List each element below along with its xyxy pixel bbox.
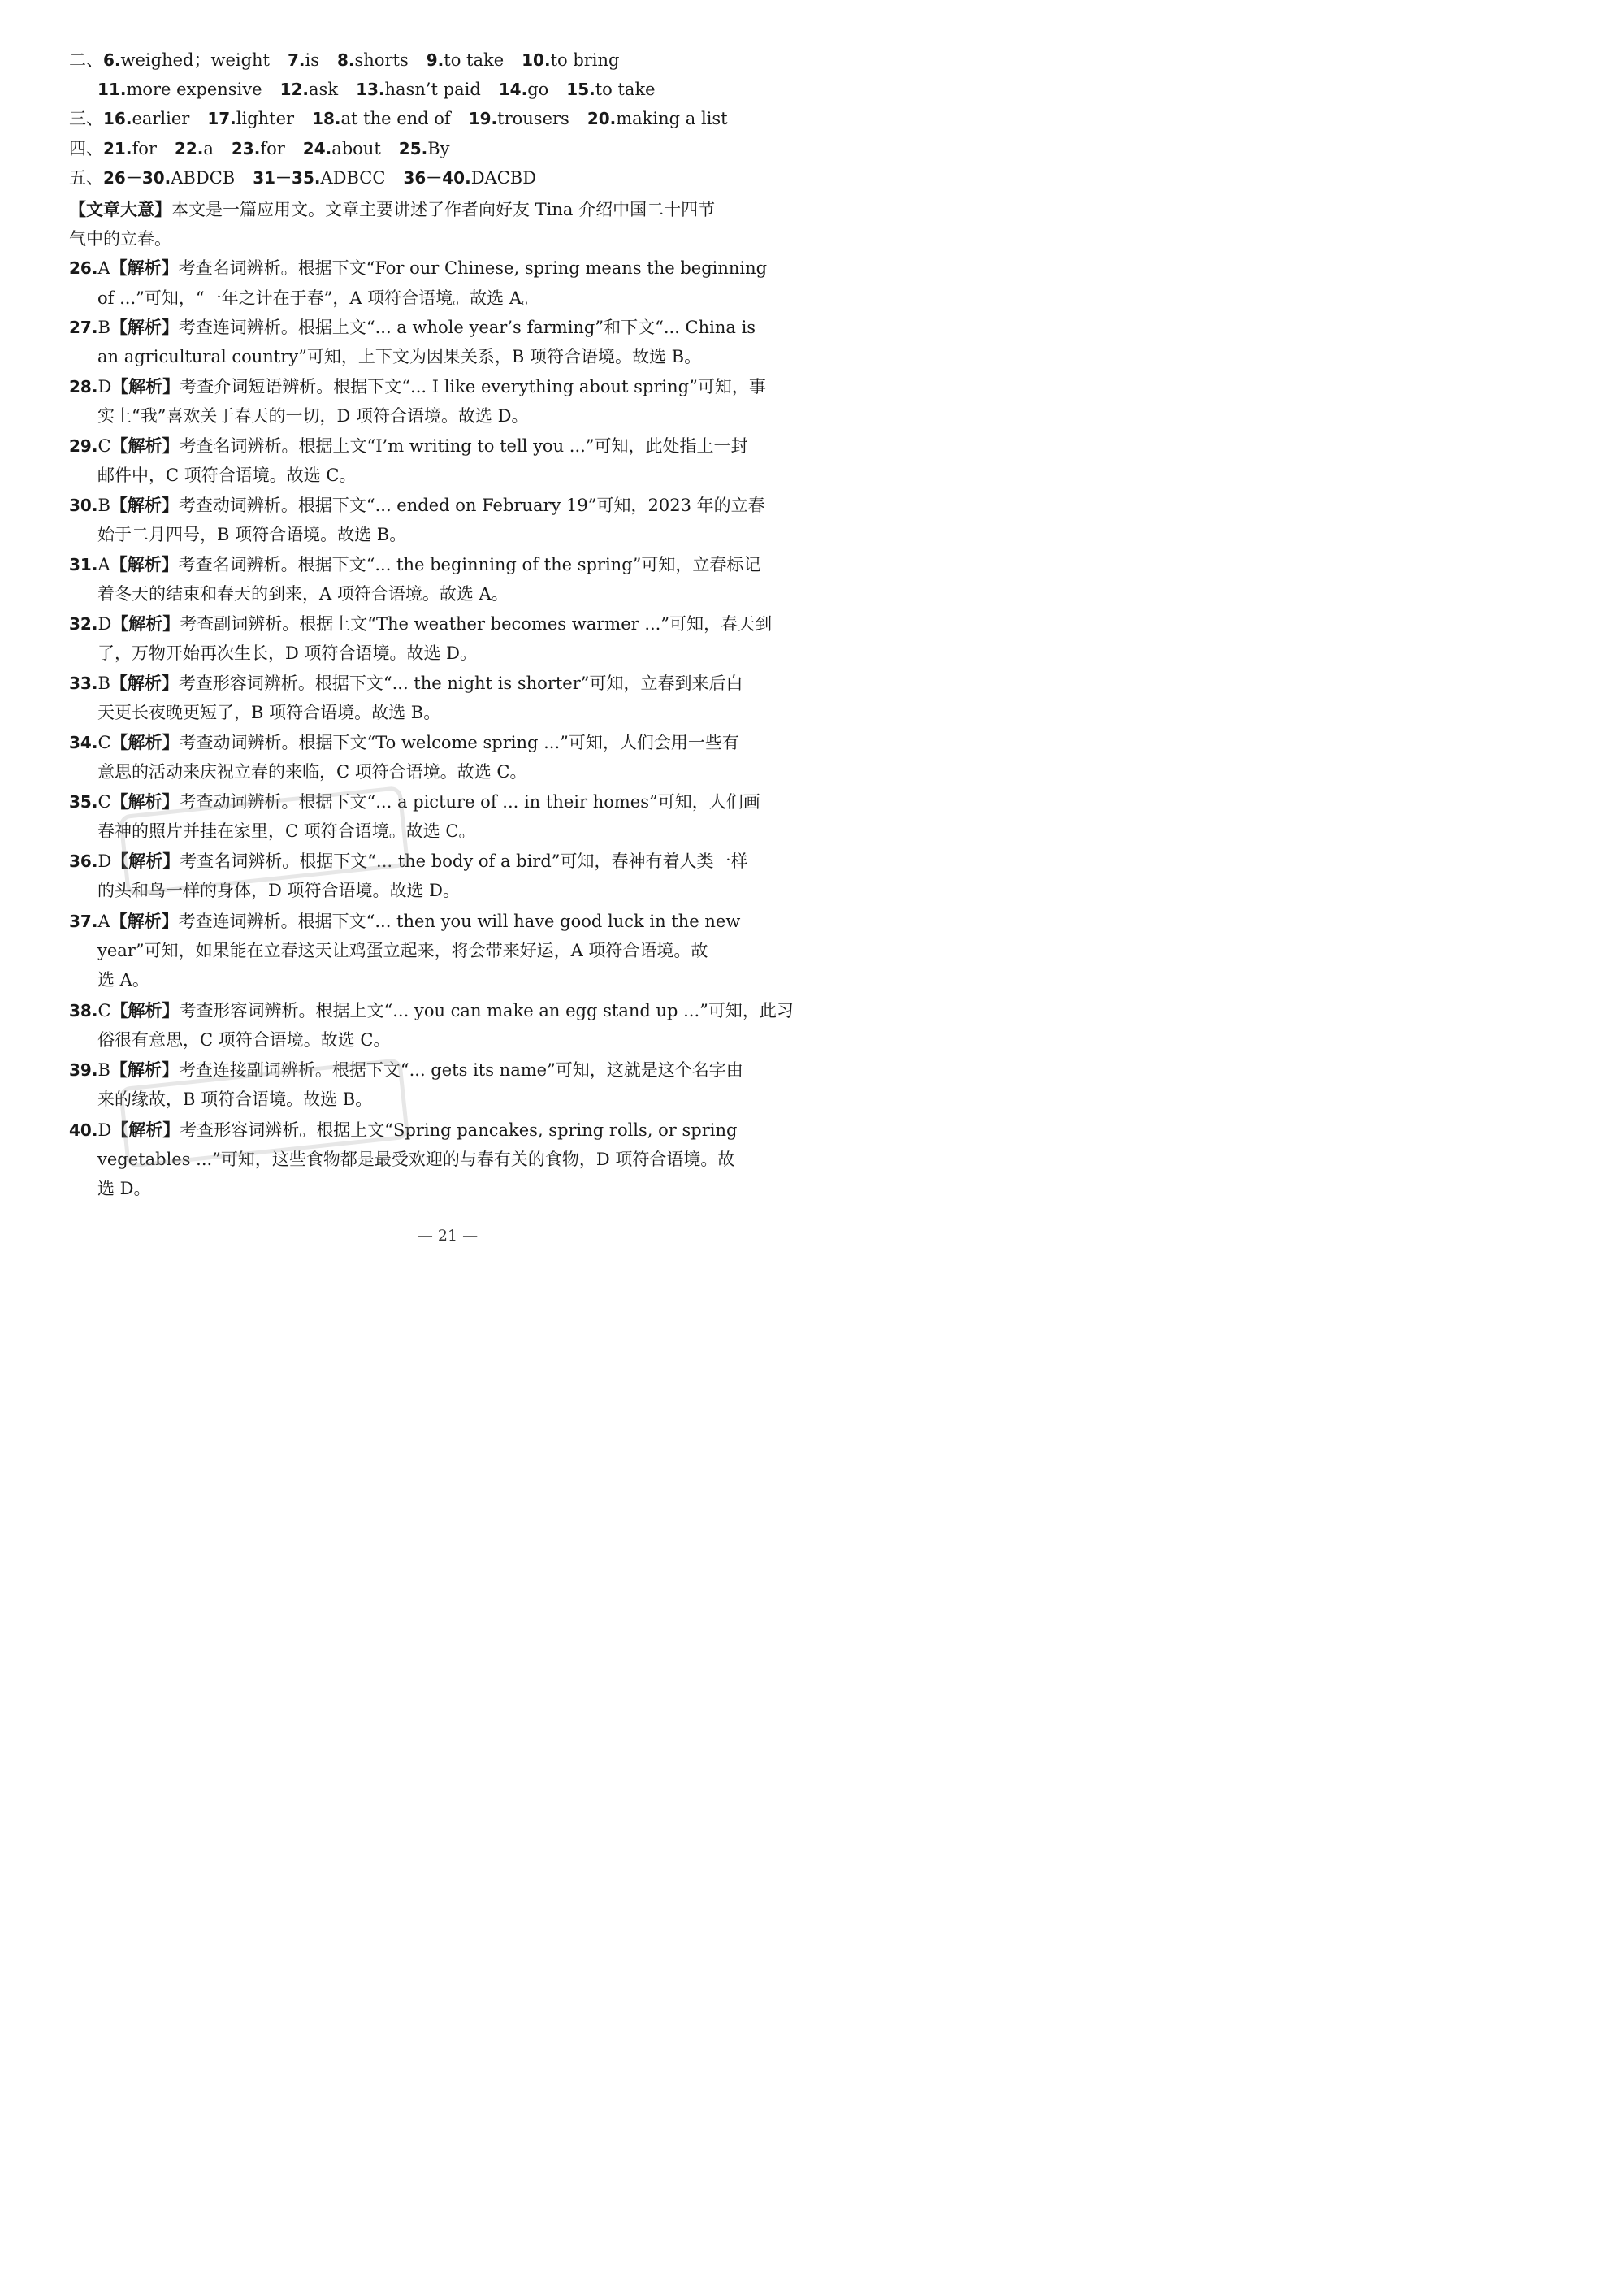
explanation-text: 的头和鸟一样的身体，D 项符合语境。故选 D。 xyxy=(97,881,461,900)
explanation-line xyxy=(97,284,829,313)
explanation-text: 考查形容词辨析。根据上文“... you can make an egg stand up ...”可知，此习 xyxy=(179,1001,794,1020)
item-number: 25. xyxy=(398,139,428,158)
section-label: 五、 xyxy=(69,168,103,188)
item-answer: hasn’t paid xyxy=(384,80,481,99)
explanation-text: 考查形容词辨析。根据上文“Spring pancakes, spring rolls, or spring xyxy=(180,1120,738,1140)
section-3-line xyxy=(69,104,829,133)
item-number: 11. xyxy=(97,80,127,99)
explanation-text: 考查动词辨析。根据下文“To welcome spring ...”可知，人们会用一些有 xyxy=(179,733,739,752)
analysis-tag: 【解析】 xyxy=(110,791,180,812)
explanation-line xyxy=(69,907,829,936)
section-2-line-1 xyxy=(69,45,829,75)
section-label: 四、 xyxy=(69,139,103,158)
item-number: 9. xyxy=(426,50,444,70)
analysis-tag: 【解析】 xyxy=(110,258,179,278)
explanation-line xyxy=(97,698,829,727)
explanation-text: 始于二月四号，B 项符合语境。故选 B。 xyxy=(97,525,407,544)
explanation-line xyxy=(97,757,829,786)
item-number: 13. xyxy=(356,80,385,99)
explanation-line xyxy=(97,639,829,668)
section-4-line xyxy=(69,134,829,163)
explanation-line xyxy=(69,491,829,520)
explanation-text: 天更长夜晚更短了，B 项符合语境。故选 B。 xyxy=(97,703,441,722)
question-number: 34. xyxy=(69,733,98,752)
answer-item xyxy=(499,75,549,104)
item-answer: at the end of xyxy=(340,109,451,128)
item-answer: DACBD xyxy=(470,168,537,188)
question-answer: C xyxy=(97,733,111,752)
question-number: 30. xyxy=(69,496,98,515)
item-answer: shorts xyxy=(354,50,409,70)
explanation-text: 考查连词辨析。根据上文“... a whole year’s farming”和下文“... China is xyxy=(178,318,756,337)
item-answer: lighter xyxy=(236,109,295,128)
explanation-text: 实上“我”喜欢关于春天的一切，D 项符合语境。故选 D。 xyxy=(97,406,529,426)
analysis-tag: 【解析】 xyxy=(110,554,179,574)
item-number: 26－30. xyxy=(103,168,171,188)
item-answer: a xyxy=(203,139,214,158)
item-number: 17. xyxy=(207,109,236,128)
item-number: 15. xyxy=(566,80,595,99)
question-number: 31. xyxy=(69,555,98,574)
item-number: 36－40. xyxy=(403,168,471,188)
item-number: 8. xyxy=(337,50,355,70)
item-answer: for xyxy=(260,139,285,158)
question-answer: D xyxy=(97,377,112,396)
question-number: 27. xyxy=(69,318,98,337)
explanation-line xyxy=(69,313,829,342)
item-number: 18. xyxy=(312,109,341,128)
explanation-line xyxy=(97,965,829,994)
item-answer: to take xyxy=(595,80,656,99)
summary-label: 【文章大意】 xyxy=(69,199,171,219)
explanation-line xyxy=(69,550,829,579)
answer-item xyxy=(207,104,294,133)
answer-item xyxy=(232,134,285,163)
question-answer: B xyxy=(97,496,110,515)
explanation-text: 选 A。 xyxy=(97,970,149,990)
question-number: 29. xyxy=(69,436,98,456)
question-answer: C xyxy=(97,1001,111,1020)
explanation-text: 来的缘故，B 项符合语境。故选 B。 xyxy=(97,1090,373,1109)
explanation-text: 考查介词短语辨析。根据下文“... I like everything about spring”可知，事 xyxy=(180,377,766,396)
answer-item xyxy=(427,45,504,75)
analysis-tag: 【解析】 xyxy=(110,911,179,931)
explanation-line xyxy=(97,401,829,431)
explanation-line xyxy=(69,728,829,757)
explanation-line xyxy=(97,936,829,965)
item-answer: for xyxy=(132,139,157,158)
item-number: 23. xyxy=(231,139,261,158)
summary-text: 气中的立春。 xyxy=(69,229,171,249)
item-answer: go xyxy=(527,80,549,99)
explanation-line xyxy=(97,342,829,371)
answer-item xyxy=(97,75,262,104)
explanation-text: of ...”可知，“一年之计在于春”，A 项符合语境。故选 A。 xyxy=(97,288,539,308)
answer-item xyxy=(522,45,619,75)
answer-item xyxy=(337,45,409,75)
item-answer: ask xyxy=(309,80,339,99)
page-number: — 21 — xyxy=(417,1227,479,1245)
item-number: 21. xyxy=(103,139,132,158)
question-answer: C xyxy=(97,436,111,456)
question-answer: A xyxy=(97,912,110,931)
explanation-text: 意思的活动来庆祝立春的来临，C 项符合语境。故选 C。 xyxy=(97,762,527,782)
explanation-text: 春神的照片并挂在家里，C 项符合语境。故选 C。 xyxy=(97,821,476,841)
question-answer: B xyxy=(97,674,110,693)
summary-line-2 xyxy=(69,224,829,253)
answer-item xyxy=(312,104,451,133)
answer-item xyxy=(175,134,214,163)
question-answer: B xyxy=(97,1060,110,1080)
item-number: 24. xyxy=(302,139,332,158)
answer-item xyxy=(103,104,189,133)
answer-item xyxy=(587,104,728,133)
analysis-tag: 【解析】 xyxy=(110,1000,180,1020)
question-answer: A xyxy=(97,555,110,574)
answer-item xyxy=(356,75,481,104)
explanation-text: 俗很有意思，C 项符合语境。故选 C。 xyxy=(97,1030,391,1050)
explanation-text: 考查动词辨析。根据下文“... a picture of ... in their homes”可知，人们画 xyxy=(179,792,760,812)
item-number: 14. xyxy=(498,80,528,99)
analysis-tag: 【解析】 xyxy=(110,317,179,337)
question-number: 37. xyxy=(69,912,98,931)
explanation-text: 考查名词辨析。根据下文“... the body of a bird”可知，春神有着人类一样 xyxy=(180,851,748,871)
explanation-line xyxy=(69,253,829,283)
question-number: 28. xyxy=(69,377,98,396)
analysis-tag: 【解析】 xyxy=(110,495,179,515)
item-answer: ADBCC xyxy=(320,168,386,188)
question-answer: A xyxy=(97,258,110,278)
answer-item xyxy=(103,163,235,193)
answer-item xyxy=(469,104,569,133)
explanation-line xyxy=(69,669,829,698)
explanation-text: 选 D。 xyxy=(97,1179,151,1198)
item-answer: By xyxy=(427,139,450,158)
question-answer: D xyxy=(97,614,112,634)
item-answer: making a list xyxy=(616,109,728,128)
section-label: 二、 xyxy=(69,50,103,70)
answer-item xyxy=(280,75,338,104)
analysis-tag: 【解析】 xyxy=(110,732,180,752)
question-number: 38. xyxy=(69,1001,98,1020)
item-number: 6. xyxy=(103,50,121,70)
item-answer: weighed；weight xyxy=(120,50,270,70)
item-answer: earlier xyxy=(132,109,190,128)
analysis-tag: 【解析】 xyxy=(111,1120,180,1140)
analysis-tag: 【解析】 xyxy=(111,613,180,634)
explanation-text: 了，万物开始再次生长，D 项符合语境。故选 D。 xyxy=(97,643,478,663)
item-number: 19. xyxy=(468,109,498,128)
question-number: 36. xyxy=(69,851,98,871)
explanation-line xyxy=(97,461,829,490)
explanation-text: 考查副词辨析。根据上文“The weather becomes warmer ...”可知，春天到 xyxy=(180,614,773,634)
question-number: 26. xyxy=(69,258,98,278)
question-number: 35. xyxy=(69,792,98,812)
explanation-text: 考查连词辨析。根据下文“... then you will have good luck in the new xyxy=(178,912,741,931)
analysis-tag: 【解析】 xyxy=(110,1059,179,1080)
item-number: 31－35. xyxy=(253,168,321,188)
answer-item xyxy=(288,45,319,75)
explanation-text: vegetables ...”可知，这些食物都是最受欢迎的与春有关的食物，D 项符合语境。故 xyxy=(97,1150,735,1169)
item-number: 16. xyxy=(103,109,132,128)
question-number: 32. xyxy=(69,614,98,634)
analysis-tag: 【解析】 xyxy=(110,435,180,456)
explanation-text: 考查形容词辨析。根据下文“... the night is shorter”可知，立春到来后白 xyxy=(178,674,743,693)
question-answer: D xyxy=(97,1120,112,1140)
explanation-line xyxy=(97,1025,829,1055)
item-number: 7. xyxy=(288,50,305,70)
explanation-text: 考查名词辨析。根据上文“I’m writing to tell you ...”可知，此处指上一封 xyxy=(179,436,748,456)
question-number: 40. xyxy=(69,1120,98,1140)
explanation-line xyxy=(97,579,829,609)
answer-page xyxy=(0,0,895,1258)
explanation-line xyxy=(69,609,829,639)
question-number: 33. xyxy=(69,674,98,693)
explanation-line xyxy=(97,1174,829,1203)
item-number: 20. xyxy=(587,109,617,128)
section-label: 三、 xyxy=(69,109,103,128)
item-answer: more expensive xyxy=(126,80,262,99)
summary-line-1 xyxy=(69,195,829,224)
explanation-line xyxy=(97,520,829,549)
answer-item xyxy=(403,163,536,193)
answer-item xyxy=(399,134,450,163)
item-number: 12. xyxy=(279,80,310,99)
answer-item xyxy=(253,163,385,193)
question-answer: D xyxy=(97,851,112,871)
explanation-line xyxy=(69,996,829,1025)
answer-item xyxy=(303,134,381,163)
item-answer: to bring xyxy=(550,50,620,70)
item-answer: ABDCB xyxy=(171,168,236,188)
explanation-text: 考查连接副词辨析。根据下文“... gets its name”可知，这就是这个名字由 xyxy=(178,1060,743,1080)
question-number: 39. xyxy=(69,1060,98,1080)
explanation-line xyxy=(69,431,829,461)
explanation-text: an agricultural country”可知，上下文为因果关系，B 项符合语境。故选 B。 xyxy=(97,347,702,366)
section-2-line-2 xyxy=(97,75,829,104)
answer-item xyxy=(103,134,157,163)
item-number: 22. xyxy=(174,139,204,158)
answer-item xyxy=(566,75,655,104)
item-answer: is xyxy=(305,50,320,70)
explanation-text: year”可知，如果能在立春这天让鸡蛋立起来，将会带来好运，A 项符合语境。故 xyxy=(97,941,708,960)
explanation-line xyxy=(69,372,829,401)
item-answer: trousers xyxy=(497,109,569,128)
explanation-text: 邮件中，C 项符合语境。故选 C。 xyxy=(97,466,357,485)
item-number: 10. xyxy=(522,50,551,70)
question-answer: B xyxy=(97,318,110,337)
question-answer: C xyxy=(97,792,111,812)
answer-item xyxy=(103,45,270,75)
section-5-line xyxy=(69,163,829,193)
explanation-text: 着冬天的结束和春天的到来，A 项符合语境。故选 A。 xyxy=(97,584,509,604)
summary-text: 本文是一篇应用文。文章主要讲述了作者向好友 Tina 介绍中国二十四节 xyxy=(171,200,716,219)
item-answer: about xyxy=(331,139,381,158)
explanation-text: 考查名词辨析。根据下文“For our Chinese, spring means the beginning xyxy=(178,258,768,278)
analysis-tag: 【解析】 xyxy=(110,673,179,693)
explanation-text: 考查名词辨析。根据下文“... the beginning of the spring”可知，立春标记 xyxy=(178,555,761,574)
explanation-text: 考查动词辨析。根据下文“... ended on February 19”可知，2023 年的立春 xyxy=(178,496,765,515)
analysis-tag: 【解析】 xyxy=(111,851,180,871)
item-answer: to take xyxy=(444,50,505,70)
analysis-tag: 【解析】 xyxy=(111,376,180,396)
